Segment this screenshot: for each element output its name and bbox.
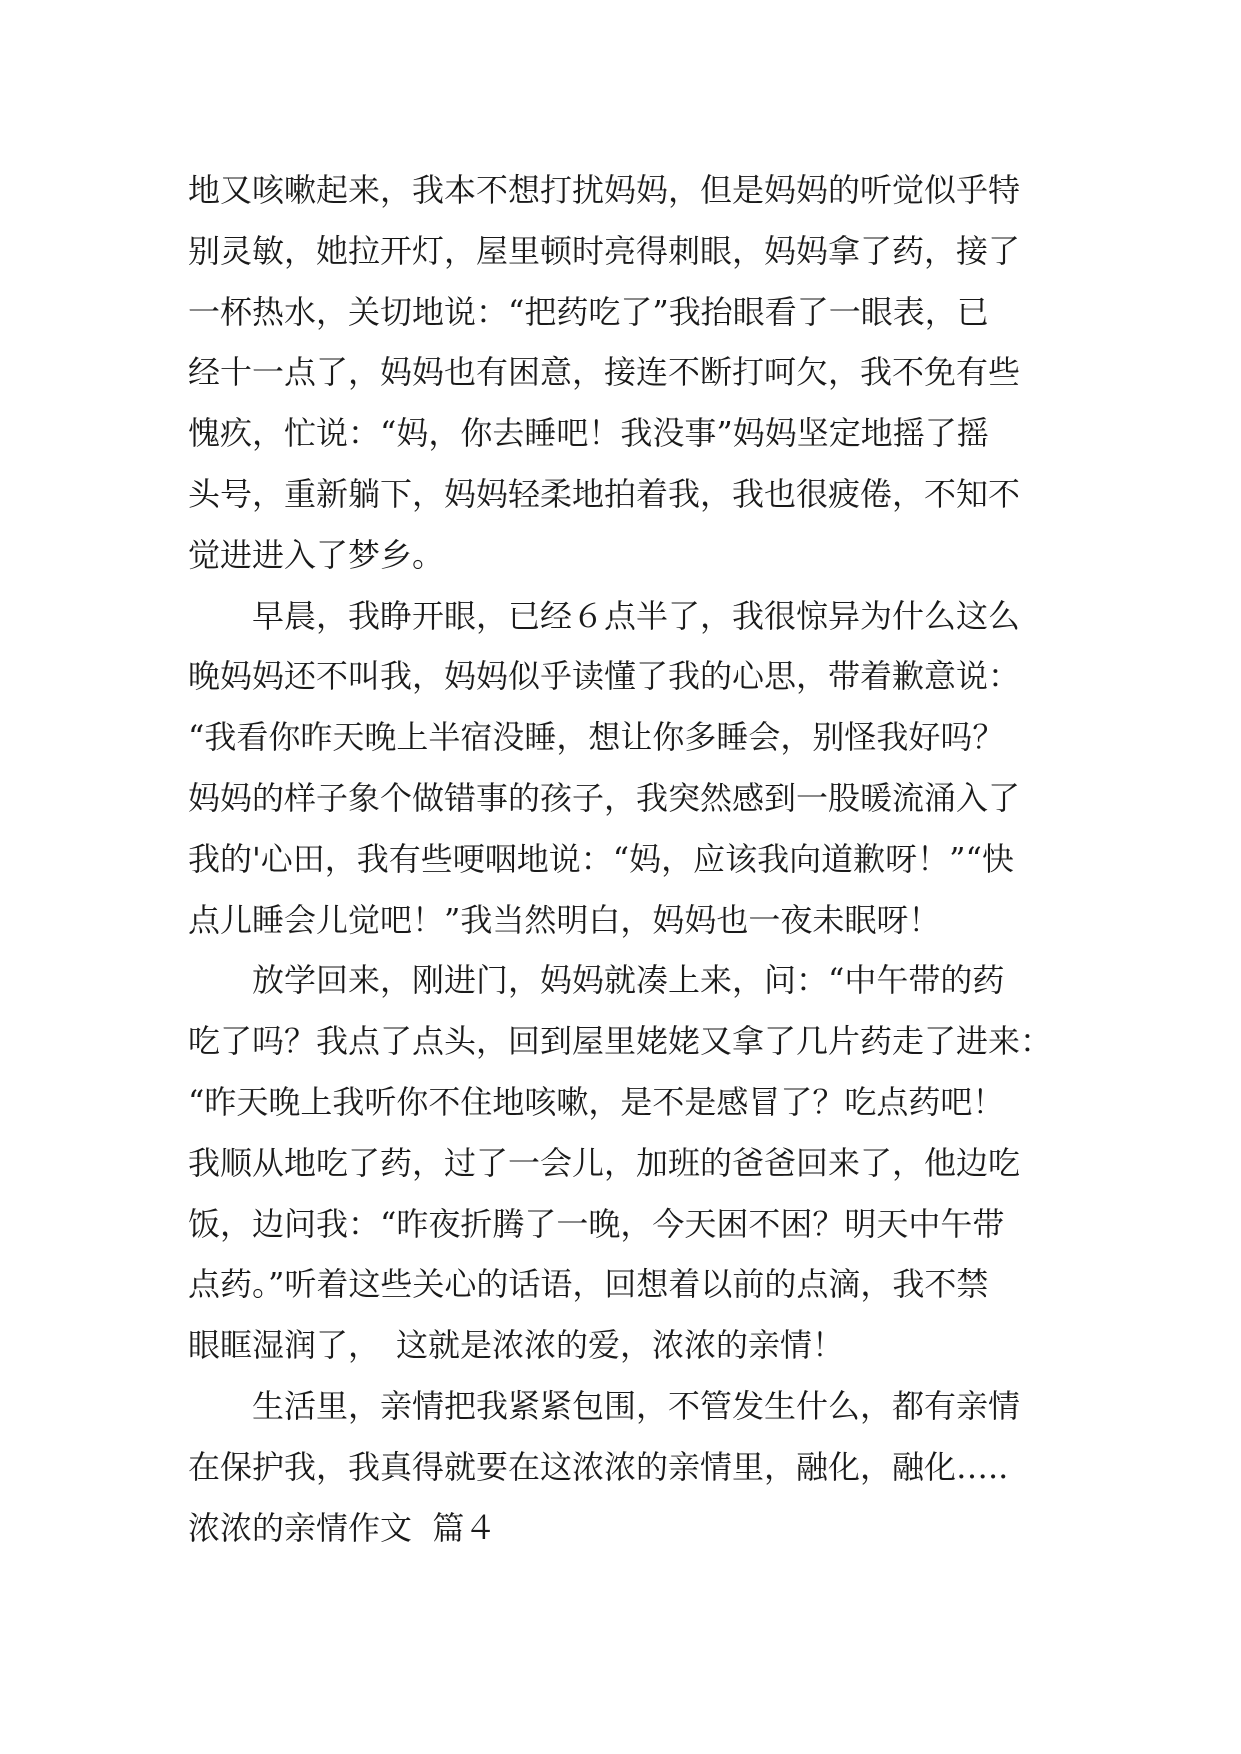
text-line: 点儿睡会儿觉吧！”我当然明白，妈妈也一夜未眠呀！ — [188, 900, 941, 939]
text-line: 我顺从地吃了药，过了一会儿，加班的爸爸回来了，他边吃 — [188, 1143, 1021, 1182]
text-line: 饭，边问我：“昨夜折腾了一晚，今天困不困？明天中午带 — [188, 1204, 1005, 1243]
paragraph-start-line: 放学回来，刚进门，妈妈就凑上来，问：“中午带的药 — [188, 961, 1005, 1000]
text-line: 我的'心田，我有些哽咽地说：“妈，应该我向道歉呀！”“快 — [188, 839, 1014, 878]
text-line: 吃了吗？我点了点头，回到屋里姥姥又拿了几片药走了进来： — [188, 1022, 1053, 1061]
essay-body — [188, 160, 1068, 1558]
text-line: 头号，重新躺下，妈妈轻柔地拍着我，我也很疲倦，不知不 — [188, 474, 1021, 513]
text-line: 妈妈的样子象个做错事的孩子，我突然感到一股暖流涌入了 — [188, 778, 1021, 817]
text-line: 经十一点了，妈妈也有困意，接连不断打呵欠，我不免有些 — [188, 353, 1021, 392]
text-line: 眼眶湿润了， 这就是浓浓的爱，浓浓的亲情！ — [188, 1326, 845, 1365]
text-line: “昨天晚上我听你不住地咳嗽，是不是感冒了？吃点药吧！ — [188, 1082, 1005, 1121]
paragraph-start-line: 生活里，亲情把我紧紧包围，不管发生什么，都有亲情 — [188, 1386, 1021, 1425]
text-line: 觉进进入了梦乡。 — [188, 535, 445, 574]
text-line: 别灵敏，她拉开灯，屋里顿时亮得刺眼，妈妈拿了药，接了 — [188, 231, 1021, 270]
text-line: 愧疚，忙说：“妈，你去睡吧！我没事”妈妈坚定地摇了摇 — [188, 414, 989, 453]
text-line: “我看你昨天晚上半宿没睡，想让你多睡会，别怪我好吗？ — [188, 718, 1005, 757]
text-line: 晚妈妈还不叫我，妈妈似乎读懂了我的心思，带着歉意说： — [188, 657, 1021, 696]
text-line: 在保护我，我真得就要在这浓浓的亲情里，融化，融化….. — [188, 1447, 1009, 1486]
section-heading: 浓浓的亲情作文 篇４ — [188, 1508, 497, 1547]
text-line: 地又咳嗽起来，我本不想打扰妈妈，但是妈妈的听觉似乎特 — [188, 171, 1021, 209]
text-line: 一杯热水，关切地说：“把药吃了”我抬眼看了一眼表，已 — [188, 292, 989, 331]
paragraph-start-line: 早晨，我睁开眼，已经６点半了，我很惊异为什么这么 — [188, 596, 1021, 635]
text-line: 点药。”听着这些关心的话语，回想着以前的点滴，我不禁 — [188, 1265, 989, 1304]
